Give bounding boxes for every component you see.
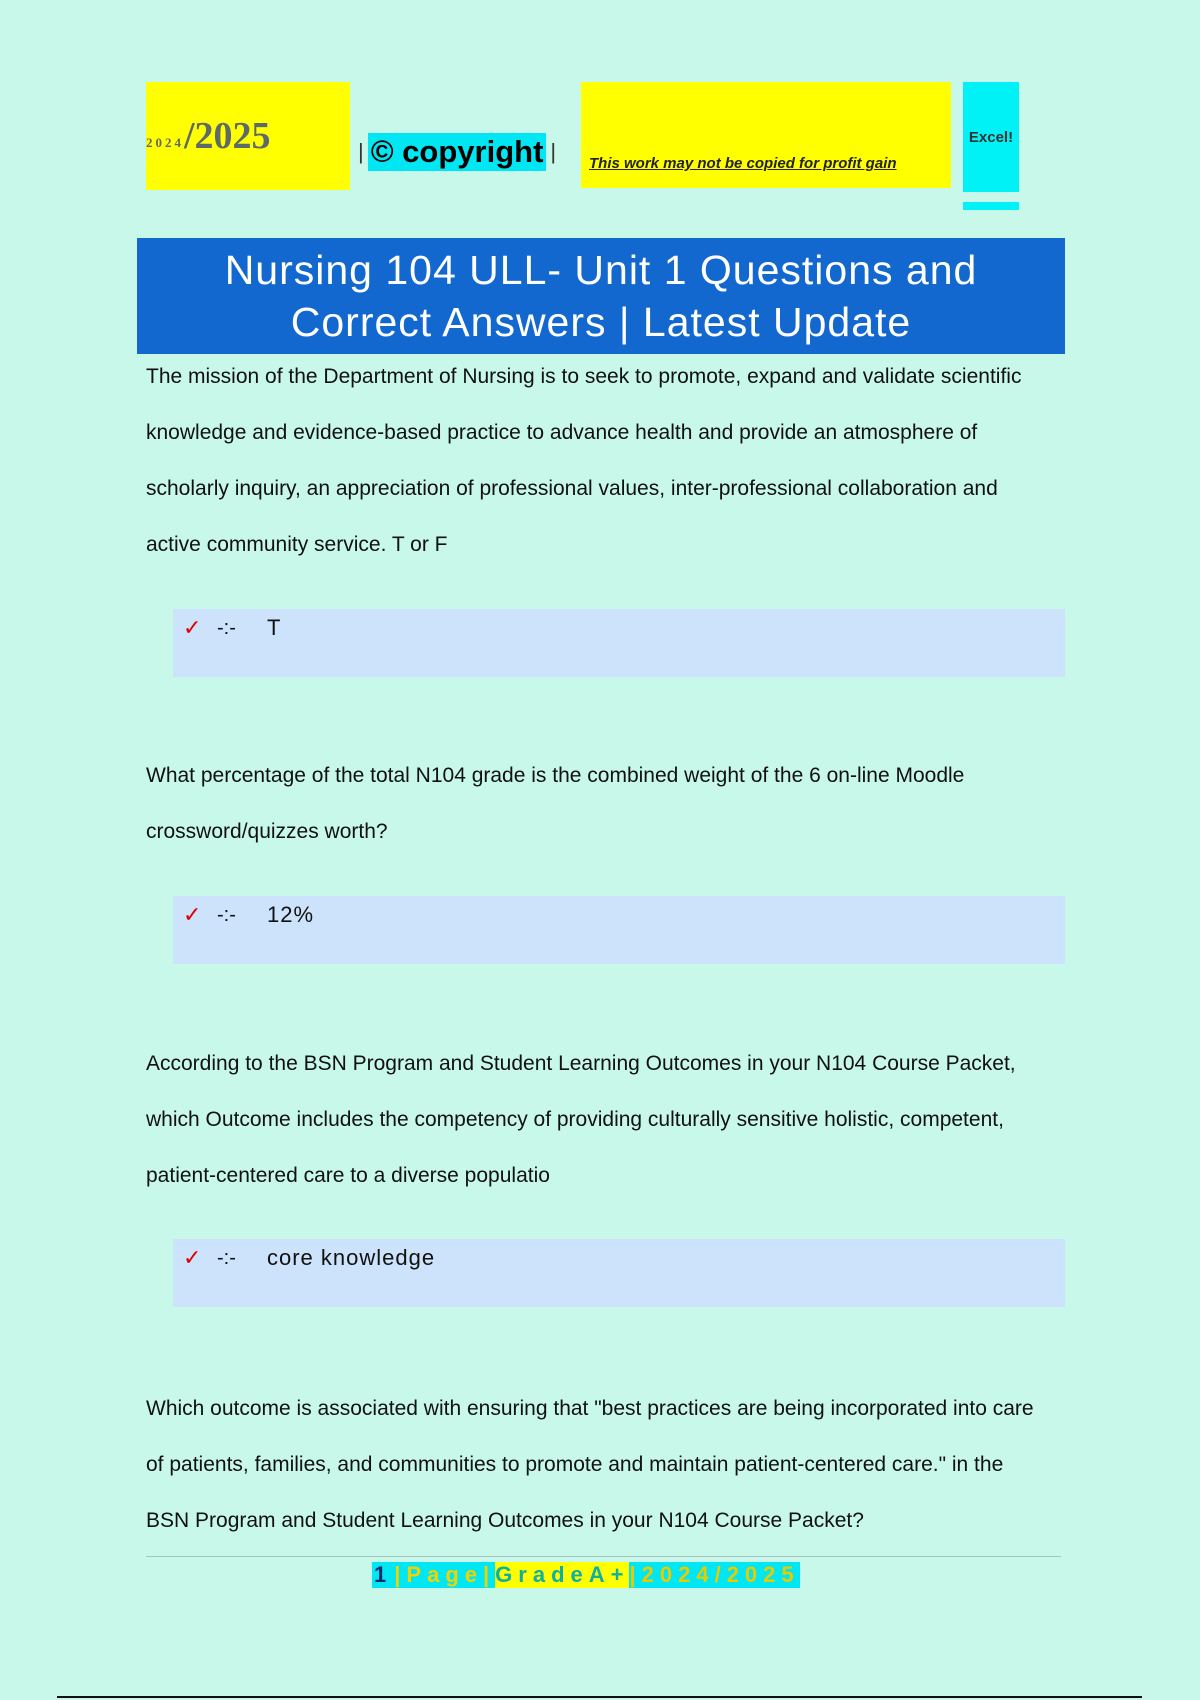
copyright-pipe-left: | bbox=[358, 139, 364, 164]
footer-page-number: 1 bbox=[374, 1562, 393, 1587]
footer-divider bbox=[146, 1556, 1061, 1557]
answer-1-text: T bbox=[267, 615, 282, 640]
check-icon: ✓ bbox=[183, 902, 202, 927]
title-line-2: Correct Answers | Latest Update bbox=[290, 299, 912, 345]
answer-2-box bbox=[173, 896, 1065, 964]
check-icon: ✓ bbox=[183, 1245, 202, 1270]
answer-3-text: core knowledge bbox=[267, 1245, 436, 1270]
page-bottom-rule bbox=[57, 1696, 1142, 1698]
excel-underbar bbox=[963, 202, 1019, 210]
footer-year-label: |2024/2025 bbox=[629, 1562, 800, 1587]
document-title bbox=[137, 238, 1065, 354]
answer-2-text: 12% bbox=[267, 902, 315, 927]
question-2: What percentage of the total N104 grade is the combined weight of the 6 on-line Moodle crossword/quizzes worth? bbox=[146, 764, 965, 843]
question-3: According to the BSN Program and Student Learning Outcomes in your N104 Course Packet, which Outcome includes the competency of providing culturally sensitive holistic, competent, patient-centered care to a diverse populatio bbox=[146, 1052, 1016, 1187]
check-icon: ✓ bbox=[183, 615, 202, 640]
year-main: /2025 bbox=[184, 115, 271, 157]
answer-3-box bbox=[173, 1239, 1065, 1307]
page-footer bbox=[372, 1560, 800, 1590]
excel-label: Excel! bbox=[968, 128, 1014, 146]
question-4: Which outcome is associated with ensuring that "best practices are being incorporated into care of patients, families, and communities to promote and maintain patient-centered care." in the BSN Program and Student Learning Outcomes in your N104 Course Packet? bbox=[146, 1397, 1034, 1532]
copyright-pipe-right: | bbox=[550, 139, 557, 164]
title-line-1: Nursing 104 ULL- Unit 1 Questions and bbox=[224, 247, 978, 293]
footer-page-label: |Page| bbox=[394, 1562, 496, 1587]
footer-grade-label: GradeA+ bbox=[495, 1562, 630, 1587]
answer-1-box bbox=[173, 609, 1065, 677]
year-banner bbox=[146, 82, 350, 190]
question-1: The mission of the Department of Nursing is to seek to promote, expand and validate scientific knowledge and evidence-based practice to advance health and provide an atmosphere of scholarly inquiry, an appreciation of professional values, inter-professional collaboration and active community service. T or F bbox=[146, 365, 1022, 556]
year-prefix: 2024 bbox=[146, 135, 184, 150]
copyright-label-group bbox=[358, 133, 556, 171]
copyright-label: © copyright bbox=[368, 133, 547, 171]
answer-3-separator: -:- bbox=[217, 1247, 236, 1269]
excel-badge bbox=[963, 82, 1019, 192]
answer-2-separator: -:- bbox=[217, 904, 236, 926]
copy-notice-banner bbox=[581, 82, 951, 188]
copy-notice-text: This work may not be copied for profit gain bbox=[589, 155, 897, 172]
answer-1-separator: -:- bbox=[217, 617, 236, 639]
